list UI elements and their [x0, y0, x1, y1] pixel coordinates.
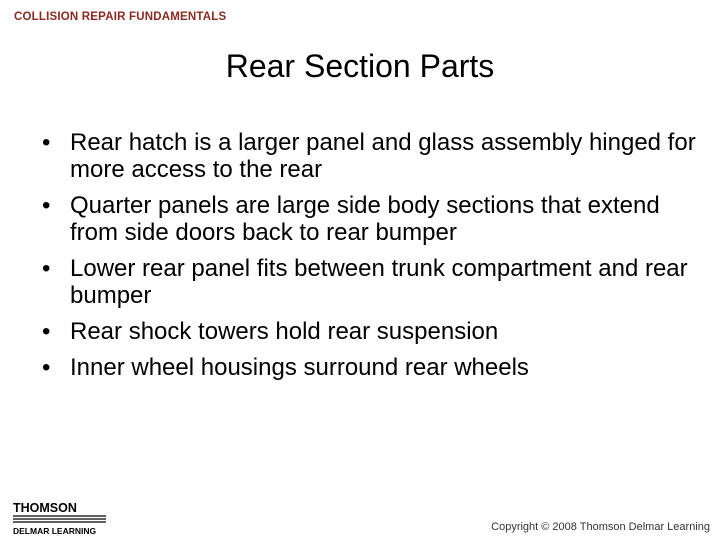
bullet-item: [42, 129, 702, 183]
header-brand: COLLISION REPAIR FUNDAMENTALS: [14, 11, 227, 23]
bullet-list: [42, 129, 702, 390]
bullet-text: Inner wheel housings surround rear wheels: [70, 354, 529, 381]
bullet-text: Rear hatch is a larger panel and glass assembly hinged for more access to the rear: [70, 129, 696, 183]
bullet-text: Rear shock towers hold rear suspension: [70, 318, 499, 345]
bullet-dot: •: [42, 129, 51, 156]
bullet-dot: •: [42, 354, 51, 381]
thomson-delmar-logo-icon: [12, 499, 110, 537]
bullet-text: Quarter panels are large side body sections that extend from side doors back to rear bumper: [70, 192, 660, 246]
bullet-dot: •: [42, 255, 51, 282]
logo-top-text: THOMSON: [13, 501, 77, 515]
bullet-item: [42, 318, 702, 345]
bullet-text: Lower rear panel fits between trunk compartment and rear bumper: [70, 255, 688, 309]
bullet-item: [42, 255, 702, 309]
slide-title: Rear Section Parts: [225, 48, 495, 84]
bullet-item: [42, 354, 702, 381]
bullet-dot: •: [42, 192, 51, 219]
bullet-dot: •: [42, 318, 51, 345]
copyright-text: Copyright © 2008 Thomson Delmar Learning: [491, 521, 710, 533]
logo-bottom-text: DELMAR LEARNING: [13, 526, 97, 536]
bullet-item: [42, 192, 702, 246]
